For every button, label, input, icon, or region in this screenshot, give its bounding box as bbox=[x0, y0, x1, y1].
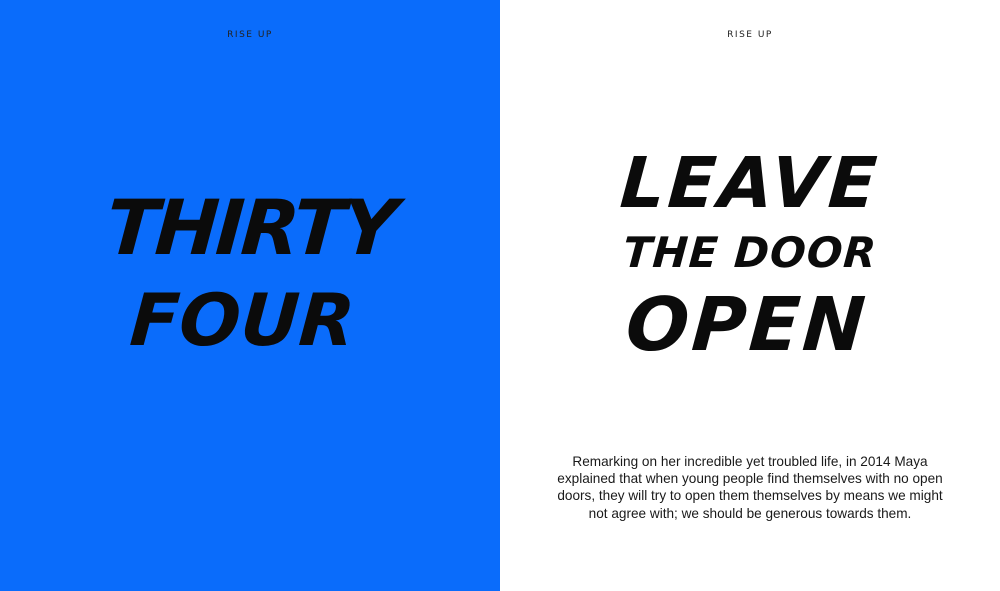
running-head-left: RISE UP bbox=[227, 30, 273, 40]
quote-title bbox=[500, 142, 1000, 368]
chapter-title-line-1: THIRTY bbox=[103, 183, 398, 272]
quote-title-word-2: THE DOOR bbox=[621, 228, 879, 277]
quote-title-word-3: OPEN bbox=[623, 282, 871, 368]
running-head-right: RISE UP bbox=[727, 30, 773, 40]
chapter-title-line-2: FOUR bbox=[127, 278, 358, 362]
body-paragraph: Remarking on her incredible yet troubled life, in 2014 Maya explained that when young people find themselves with no open doors, they will try to open them themselves by means we might not agree with; we should be generous towards them. bbox=[557, 453, 943, 521]
right-page bbox=[500, 0, 1000, 591]
chapter-number-title bbox=[0, 183, 500, 362]
quote-title-word-1: LEAVE bbox=[617, 142, 883, 224]
